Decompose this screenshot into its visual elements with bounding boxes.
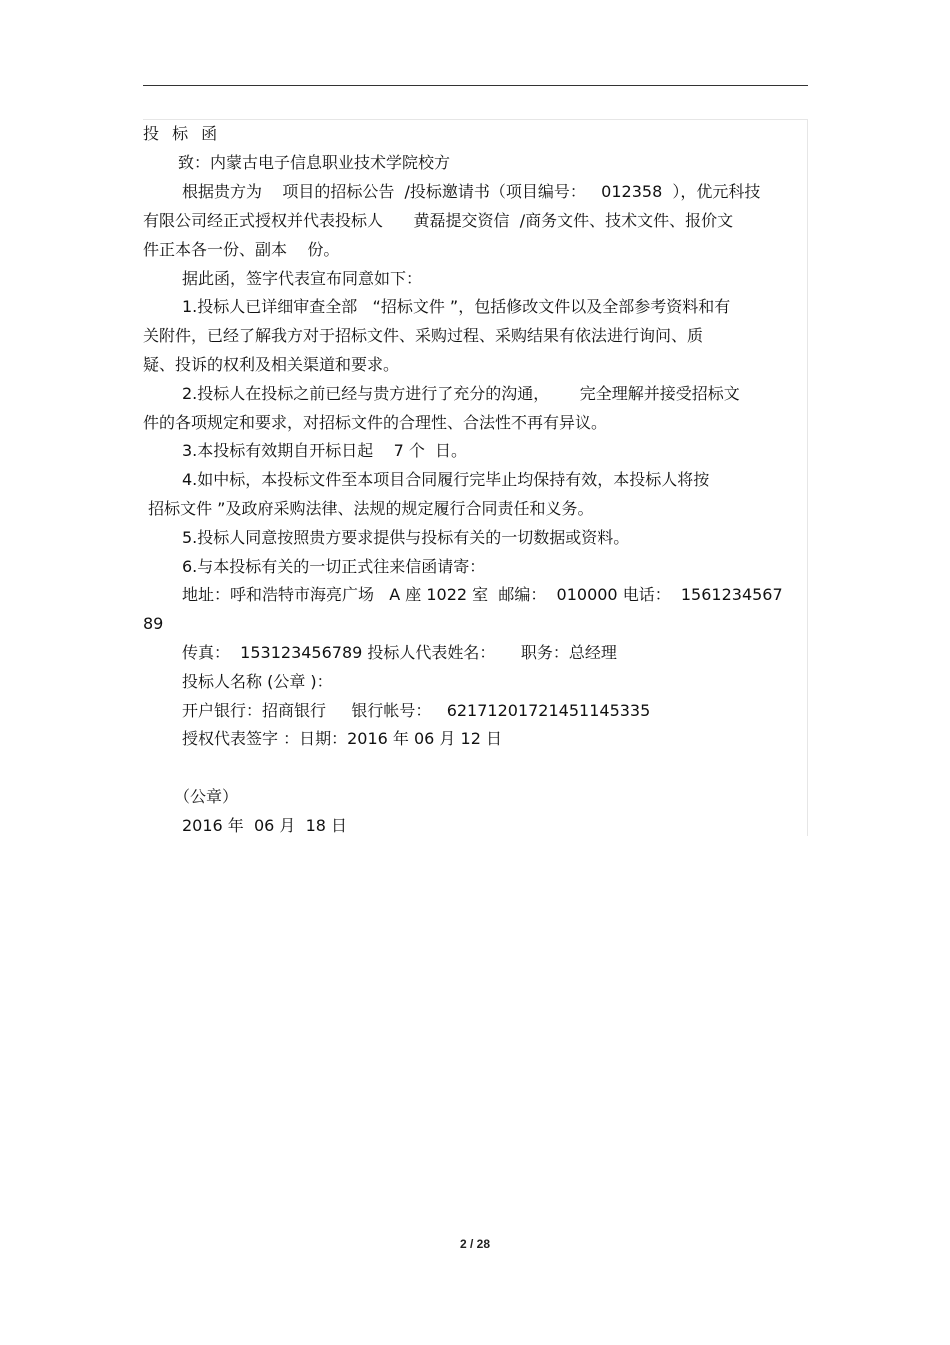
clause-4-line: 招标文件 ”及政府采购法律、法规的规定履行合同责任和义务。 bbox=[143, 499, 594, 518]
clause-1-line: 疑、投诉的权利及相关渠道和要求。 bbox=[143, 355, 400, 374]
address-line: 89 bbox=[143, 614, 164, 633]
bidder-name-line: 投标人名称 (公章 )： bbox=[182, 672, 333, 691]
addressee-line: 致：内蒙古电子信息职业技术学院校方 bbox=[178, 153, 451, 172]
clause-2-line: 2.投标人在投标之前已经与贵方进行了充分的沟通， 完全理解并接受招标文 bbox=[182, 384, 740, 403]
clause-2-line: 件的各项规定和要求，对招标文件的合理性、合法性不再有异议。 bbox=[143, 413, 608, 432]
clause-1-line: 关附件，已经了解我方对于招标文件、采购过程、采购结果有依法进行询问、质 bbox=[143, 326, 704, 345]
paragraph-line: 根据贵方为 项目的招标公告 /投标邀请书（项目编号： 012358 ），优元科技 bbox=[182, 182, 761, 201]
clause-4-line: 4.如中标，本投标文件至本项目合同履行完毕止均保持有效，本投标人将按 bbox=[182, 470, 710, 489]
closing-date: 2016 年 06 月 18 日 bbox=[182, 816, 348, 835]
clause-3-line: 3.本投标有效期自开标日起 7 个 日。 bbox=[182, 441, 468, 460]
header-rule bbox=[143, 85, 808, 86]
signature-date-line: 授权代表签字 ：日期：2016 年 06 月 12 日 bbox=[182, 729, 502, 748]
address-line: 地址：呼和浩特市海亮广场 A 座 1022 室 邮编： 010000 电话： 1561234567 bbox=[182, 585, 783, 604]
page-number: 2 / 28 bbox=[459, 1237, 491, 1251]
seal-label: （公章） bbox=[174, 787, 239, 806]
letter-title: 投 标 函 bbox=[143, 124, 222, 143]
fax-line: 传真： 153123456789 投标人代表姓名： 职务：总经理 bbox=[182, 643, 617, 662]
paragraph-line: 据此函，签字代表宣布同意如下： bbox=[182, 269, 423, 288]
clause-1-line: 1.投标人已详细审查全部 “招标文件 ”，包括修改文件以及全部参考资料和有 bbox=[182, 297, 731, 316]
paragraph-line: 件正本各一份、副本 份。 bbox=[143, 240, 340, 259]
paragraph-line: 有限公司经正式授权并代表投标人 黄磊提交资信 /商务文件、技术文件、报价文 bbox=[143, 211, 734, 230]
clause-5-line: 5.投标人同意按照贵方要求提供与投标有关的一切数据或资料。 bbox=[182, 528, 630, 547]
clause-6-line: 6.与本投标有关的一切正式往来信函请寄： bbox=[182, 557, 486, 576]
bank-line: 开户银行：招商银行 银行帐号： 62171201721451145335 bbox=[182, 701, 651, 720]
